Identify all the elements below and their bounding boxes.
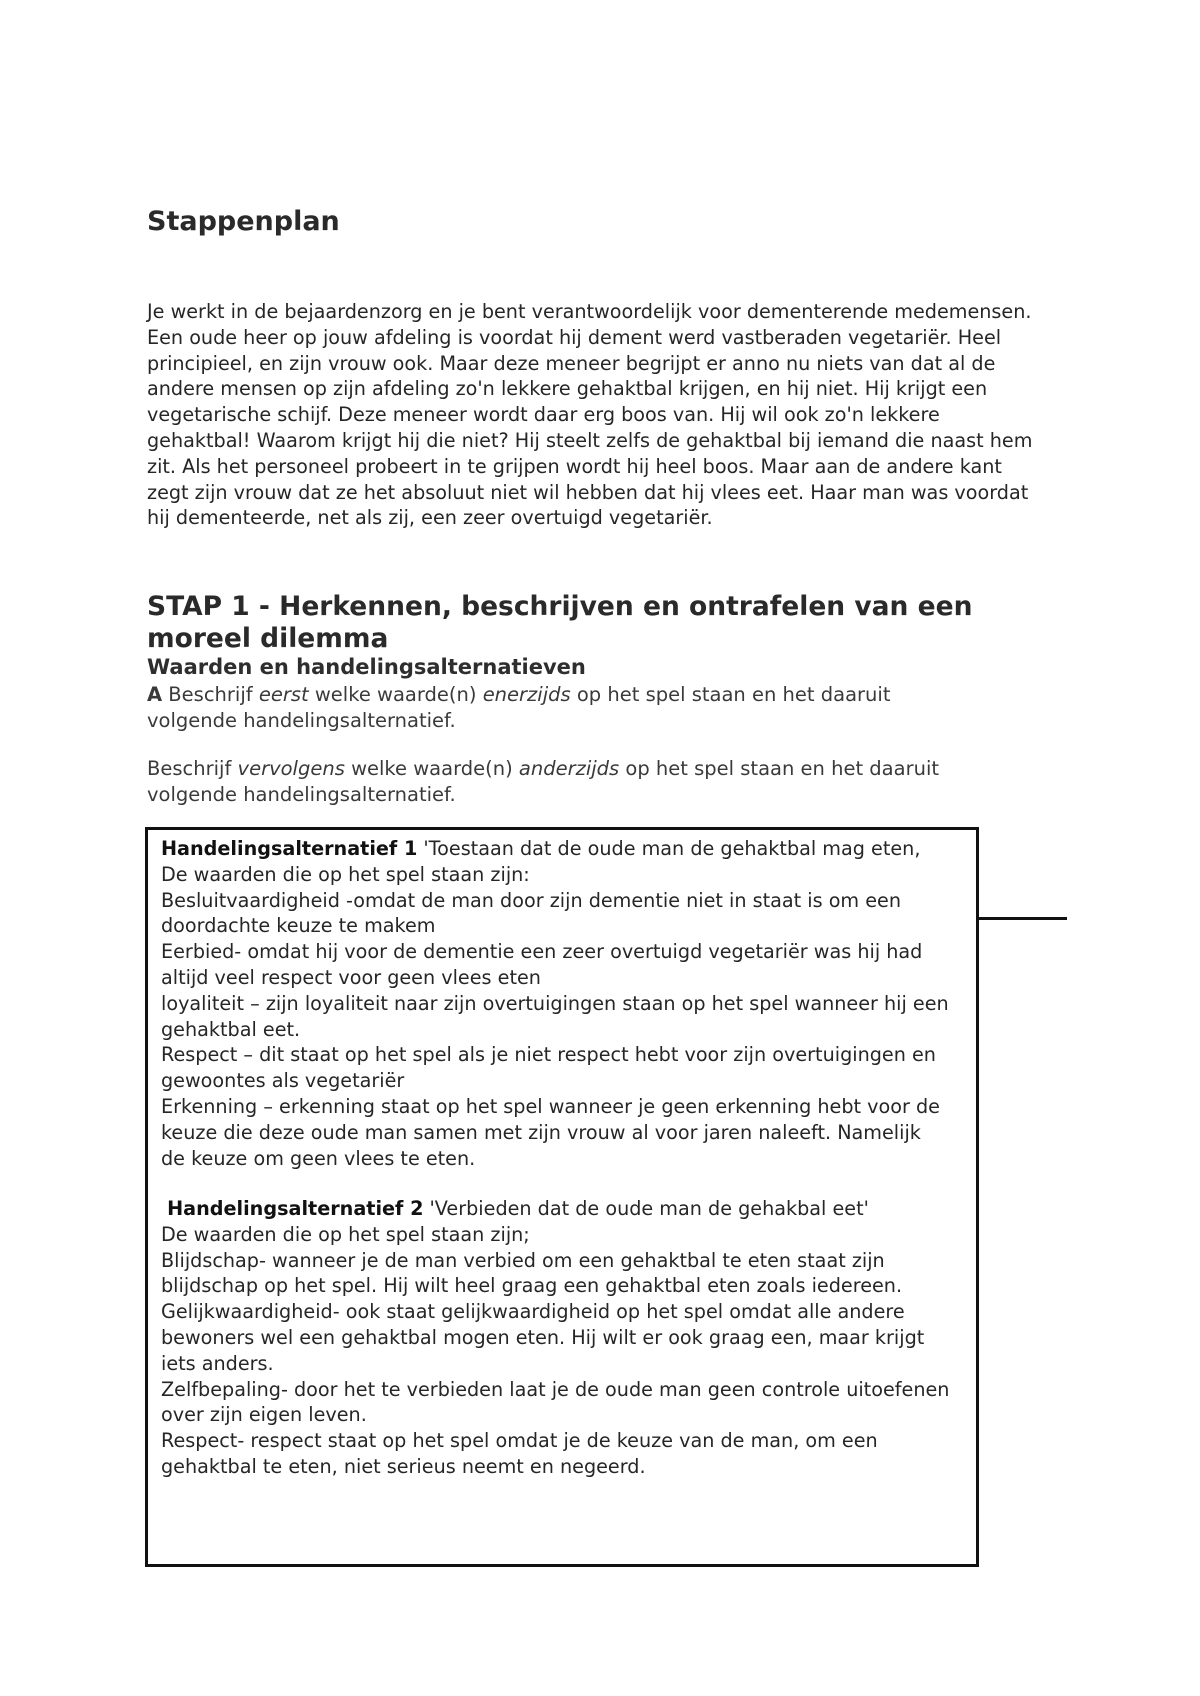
alt2-line: De waarden die op het spel staan zijn; (161, 1222, 530, 1246)
alt1-line: Erkenning – erkenning staat op het spel wanneer je geen erkenning hebt voor de (161, 1094, 940, 1118)
alt1-line: keuze die deze oude man samen met zijn vrouw al voor jaren naleeft. Namelijk (161, 1120, 921, 1144)
alt1-line: doordachte keuze te makem (161, 914, 436, 938)
alt1-label: Handelingsalternatief 1 (161, 837, 418, 860)
alt2-line: blijdschap op het spel. Hij wilt heel graag een gehaktbal eten zoals iedereen. (161, 1274, 903, 1298)
alt2-line: over zijn eigen leven. (161, 1403, 367, 1427)
intro-line: andere mensen op zijn afdeling zo'n lekkere gehaktbal krijgen, en hij niet. Hij krijgt een (147, 377, 988, 401)
instruction-a-line (147, 682, 1047, 708)
instruction-emphasis: enerzijds (482, 683, 571, 706)
instruction-b-line (147, 756, 1047, 782)
alt2-title (161, 1196, 981, 1222)
alt2-line: gehaktbal te eten, niet serieus neemt en negeerd. (161, 1454, 646, 1478)
alt1-line: De waarden die op het spel staan zijn: (161, 862, 530, 886)
instruction-text: welke waarde(n) (308, 683, 483, 706)
intro-line: Je werkt in de bejaardenzorg en je bent verantwoordelijk voor dementerende medemensen. (147, 300, 1032, 323)
alt1-line: loyaliteit – zijn loyaliteit naar zijn overtuigingen staan op het spel wanneer hij een (161, 991, 949, 1015)
handelingsalternatief-1 (161, 836, 981, 1171)
alt1-line: Besluitvaardigheid -omdat de man door zijn dementie niet in staat is om een (161, 888, 901, 912)
instruction-text: Beschrijf (147, 757, 238, 780)
alt2-line: Zelfbepaling- door het te verbieden laat je de oude man geen controle uitoefenen (161, 1377, 950, 1401)
intro-line: principieel, en zijn vrouw ook. Maar deze meneer begrijpt er anno nu niets van dat al de (147, 351, 996, 375)
alt2-line: Blijdschap- wanneer je de man verbied om een gehaktbal te eten staat zijn (161, 1248, 885, 1272)
intro-line: zegt zijn vrouw dat ze het absoluut niet wil hebben dat hij vlees eet. Haar man was voordat (147, 480, 1029, 504)
instruction-emphasis: vervolgens (237, 757, 345, 780)
instruction-a (147, 682, 1047, 733)
instruction-b-line: volgende handelingsalternatief. (147, 782, 456, 806)
alt2-line: iets anders. (161, 1351, 274, 1375)
intro-paragraph (147, 299, 1067, 531)
alt2-line: bewoners wel een gehaktbal mogen eten. Hij wilt er ook graag een, maar krijgt (161, 1325, 925, 1349)
instruction-text: welke waarde(n) (344, 757, 519, 780)
step1-heading (147, 591, 1107, 655)
instruction-a-label: A (147, 683, 163, 706)
alt1-line: gehaktbal eet. (161, 1017, 301, 1041)
instruction-text: op het spel staan en het daaruit (570, 683, 891, 706)
alt2-label: Handelingsalternatief 2 (167, 1197, 424, 1220)
alt2-line: Respect- respect staat op het spel omdat je de keuze van de man, om een (161, 1429, 878, 1453)
alt1-line: Respect – dit staat op het spel als je niet respect hebt voor zijn overtuigingen en (161, 1043, 936, 1067)
instruction-emphasis: eerst (258, 683, 309, 706)
alt1-line: altijd veel respect voor geen vlees eten (161, 965, 541, 989)
alt2-title-text: 'Verbieden dat de oude man de gehakbal eet' (423, 1197, 869, 1220)
alt1-title-text: 'Toestaan dat de oude man de gehaktbal mag eten, (417, 837, 921, 860)
step1-heading-line: STAP 1 - Herkennen, beschrijven en ontrafelen van een (147, 591, 973, 622)
alt1-title (161, 836, 981, 862)
page-title: Stappenplan (147, 206, 340, 237)
alt1-line: Eerbied- omdat hij voor de dementie een zeer overtuigd vegetariër was hij had (161, 940, 923, 964)
alt2-line: Gelijkwaardigheid- ook staat gelijkwaardigheid op het spel omdat alle andere (161, 1300, 905, 1324)
intro-line: vegetarische schijf. Deze meneer wordt daar erg boos van. Hij wil ook zo'n lekkere (147, 403, 940, 427)
instruction-a-line: volgende handelingsalternatief. (147, 708, 456, 732)
intro-line: hij dementeerde, net als zij, een zeer overtuigd vegetariër. (147, 506, 713, 530)
step1-subheading: Waarden en handelingsalternatieven (147, 655, 586, 679)
instruction-text: Beschrijf (162, 683, 259, 706)
step1-heading-line: moreel dilemma (147, 623, 389, 654)
alt1-line: de keuze om geen vlees te eten. (161, 1146, 476, 1170)
instruction-text: op het spel staan en het daaruit (619, 757, 940, 780)
instruction-b (147, 756, 1047, 807)
intro-line: gehaktbal! Waarom krijgt hij die niet? Hij steelt zelfs de gehaktbal bij iemand die naast hem (147, 428, 1033, 452)
instruction-emphasis: anderzijds (518, 757, 620, 780)
alt1-line: gewoontes als vegetariër (161, 1069, 405, 1093)
horizontal-rule (977, 917, 1067, 920)
intro-line: Een oude heer op jouw afdeling is voordat hij dement werd vastberaden vegetariër. Heel (147, 325, 1002, 349)
handelingsalternatief-2 (161, 1196, 981, 1480)
intro-line: zit. Als het personeel probeert in te grijpen wordt hij heel boos. Maar aan de andere kant (147, 454, 1002, 478)
